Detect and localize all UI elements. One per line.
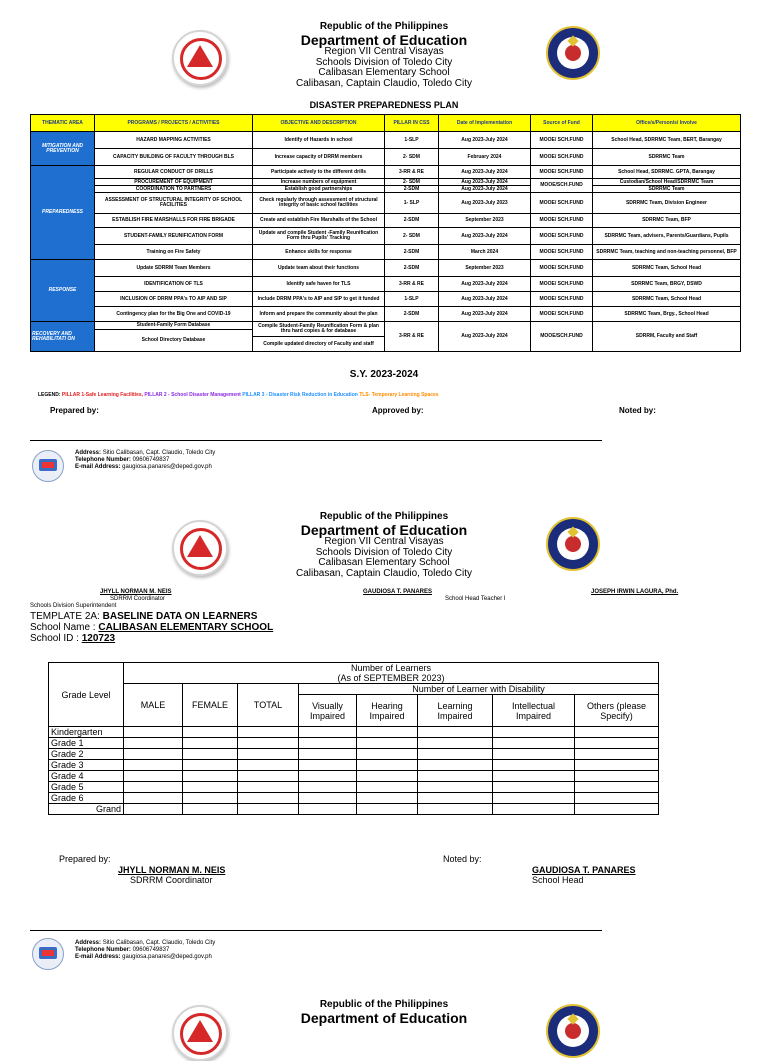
col-header: Source of Fund	[531, 115, 593, 132]
republic-line: Republic of the Philippines	[319, 511, 449, 522]
school-name-label: School Name :	[30, 622, 96, 633]
learners-header	[124, 663, 659, 684]
cell: SDRRMC Team, Division Engineer	[593, 193, 741, 214]
cell: Enhance skills for response	[253, 245, 385, 260]
cell: COORDINATION TO PARTNERS	[95, 186, 253, 193]
cell: SDRRMC Team, BRGY, DSWD	[593, 277, 741, 292]
grade-label: Grade 3	[49, 760, 124, 771]
table-row	[31, 166, 741, 179]
cell: IDENTIFICATION OF TLS	[95, 277, 253, 292]
grade-cell	[183, 738, 238, 749]
table-row	[31, 193, 741, 214]
cell: Increase capacity of DRRM members	[253, 149, 385, 166]
grade-cell	[299, 727, 357, 738]
cell: Aug 2023-July 2024	[439, 322, 531, 352]
signatory-panares-role: School Head Teacher I	[445, 596, 506, 602]
grade-label: Grade 6	[49, 793, 124, 804]
signatory-neis-role: SDRRM Coordinator	[110, 596, 166, 602]
grade-cell	[357, 793, 418, 804]
footer-divider	[30, 930, 602, 931]
grade-cell	[357, 804, 418, 815]
cell: School Head, SDRRMC Team, BERT, Barangay	[593, 132, 741, 149]
cell: School Directory Database	[95, 330, 253, 352]
grade-label: Grade 1	[49, 738, 124, 749]
grade-label: Kindergarten	[49, 727, 124, 738]
letterhead	[0, 22, 768, 89]
cell: 1-SLP	[385, 132, 439, 149]
address-label: Address:	[75, 450, 102, 456]
cell: SDRRMC Team, School Head	[593, 260, 741, 277]
legend-item: PILLAR 1-Safe Learning Facilities,	[61, 392, 144, 398]
footer-divider	[30, 440, 602, 441]
grade-cell	[183, 804, 238, 815]
cell: Custodian/School Head/SDRRMC Team	[593, 179, 741, 186]
signatory-lagura-name: JOSEPH IRWIN LAGURA, Phd.	[591, 589, 679, 595]
grade-cell	[124, 804, 183, 815]
cell: Inform and prepare the community about the plan	[253, 307, 385, 322]
telephone-label: Telephone Number:	[75, 457, 131, 463]
grade-cell	[183, 793, 238, 804]
grade-cell	[124, 793, 183, 804]
male-header: MALE	[124, 684, 183, 727]
area-response: RESPONSE	[31, 260, 95, 322]
cell: SDRRMC Team, BFP	[593, 214, 741, 228]
cell: MOOE/ SCH.FUND	[531, 132, 593, 149]
table-row	[31, 132, 741, 149]
grade-cell	[124, 771, 183, 782]
cell: INCLUSION OF DRRM PPA's TO AIP AND SIP	[95, 292, 253, 307]
cell: MOOE/ SCH.FUND	[531, 149, 593, 166]
grade-cell	[299, 771, 357, 782]
cell: Participate actively to the different drills	[253, 166, 385, 179]
footer-contact	[75, 940, 215, 961]
learners-baseline-table	[48, 662, 659, 815]
cell: Aug 2023-July 2023	[439, 193, 531, 214]
cell: March 2024	[439, 245, 531, 260]
grade-row	[49, 727, 659, 738]
grade-row	[49, 771, 659, 782]
republic-line: Republic of the Philippines	[319, 999, 449, 1010]
grade-cell	[575, 793, 659, 804]
cell: September 2023	[439, 260, 531, 277]
grade-cell	[493, 793, 575, 804]
grade-cell	[299, 793, 357, 804]
school-id-value: 120723	[81, 633, 116, 644]
cell: Aug 2023-July 2024	[439, 166, 531, 179]
legend-label: LEGEND:	[38, 392, 61, 398]
learners-as-of: (As of SEPTEMBER 2023)	[337, 673, 445, 683]
grade-cell	[357, 760, 418, 771]
grade-row	[49, 749, 659, 760]
col-header: THEMATIC AREA	[31, 115, 95, 132]
address-label: Address:	[75, 940, 102, 946]
grade-cell	[493, 771, 575, 782]
grade-cell	[418, 771, 493, 782]
cell: Compile Student-Family Reunification Form & plan thru hard copies & for database	[253, 322, 385, 337]
approved-by-label: Approved by:	[372, 406, 424, 415]
area-recovery: RECOVERY AND REHABILITATI ON	[31, 322, 95, 352]
region-line: Region VII Central Visayas	[324, 46, 444, 58]
disability-header: Number of Learner with Disability	[299, 684, 659, 695]
area-preparedness: PREPAREDNESS	[31, 166, 95, 260]
grade-cell	[238, 760, 299, 771]
grade-label: Grand	[49, 804, 124, 815]
col-header: Date of Implementation	[439, 115, 531, 132]
cell: ASSESSMENT OF STRUCTURAL INTEGRITY OF SCHOOL FACILITIES	[95, 193, 253, 214]
grade-cell	[183, 782, 238, 793]
cell: Aug 2023-July 2024	[439, 307, 531, 322]
address-line: Calibasan, Captain Claudio, Toledo City	[295, 567, 473, 579]
grade-cell	[357, 771, 418, 782]
grade-label: Grade 5	[49, 782, 124, 793]
cell: SDRRMC Team, Brgy., School Head	[593, 307, 741, 322]
grade-cell	[575, 727, 659, 738]
division-line: Schools Division of Toledo City	[315, 546, 453, 558]
grade-cell	[299, 749, 357, 760]
school-id-label: School ID :	[30, 633, 79, 644]
cell: REGULAR CONDUCT OF DRILLS	[95, 166, 253, 179]
school-logo-icon	[32, 450, 64, 482]
cell: MOOE/ SCH.FUND	[531, 277, 593, 292]
footer-email: gaugiosa.panares@deped.gov.ph	[122, 464, 212, 470]
signatory-neis-name: JHYLL NORMAN M. NEIS	[100, 589, 172, 595]
footer-address: Sitio Calibasan, Capt. Claudio, Toledo City	[102, 940, 216, 946]
grade-cell	[299, 738, 357, 749]
grade-cell	[575, 749, 659, 760]
grade-cell	[418, 749, 493, 760]
grade-cell	[124, 727, 183, 738]
grade-cell	[357, 738, 418, 749]
preparer-role: SDRRM Coordinator	[130, 875, 213, 885]
table-row	[31, 277, 741, 292]
cell: Identify safe haven for TLS	[253, 277, 385, 292]
table-row	[31, 149, 741, 166]
legend-item: PILLAR 2 - School Disaster Management	[144, 392, 241, 398]
department-line: Department of Education	[300, 31, 468, 48]
grade-cell	[238, 738, 299, 749]
cell: 3-RR & RE	[385, 166, 439, 179]
legend-item: TLS- Temporary Learning Spaces	[359, 392, 439, 398]
region-line: Region VII Central Visayas	[324, 536, 444, 548]
total-header: TOTAL	[238, 684, 299, 727]
grade-cell	[183, 727, 238, 738]
table-row	[31, 214, 741, 228]
grade-cell	[238, 804, 299, 815]
cell: 2-SDM	[385, 186, 439, 193]
learners-title: Number of Learners	[351, 663, 432, 673]
grade-cell	[575, 771, 659, 782]
table-row	[31, 245, 741, 260]
school-year: S.Y. 2023-2024	[349, 369, 419, 380]
cell: PROCUREMENT OF EQUIPMENT	[95, 179, 253, 186]
grade-cell	[575, 760, 659, 771]
cell: SDRRMC Team, advisers, Parents/Guardians, Pupils	[593, 228, 741, 245]
cell: February 2024	[439, 149, 531, 166]
grade-cell	[238, 749, 299, 760]
grade-cell	[493, 727, 575, 738]
grade-cell	[575, 738, 659, 749]
cell: MOOE/ SCH.FUND	[531, 307, 593, 322]
cell: 1-SLP	[385, 292, 439, 307]
intellectual-header: Intellectual Impaired	[493, 695, 575, 727]
department-line: Department of Education	[300, 1009, 468, 1026]
address-line: Calibasan, Captain Claudio, Toledo City	[295, 77, 473, 89]
table-row	[31, 228, 741, 245]
grade-cell	[124, 738, 183, 749]
cell: Aug 2023-July 2024	[439, 228, 531, 245]
signatory-panares-name: GAUDIOSA T. PANARES	[363, 589, 433, 595]
col-header: PILLAR IN CSS	[385, 115, 439, 132]
template-block	[30, 611, 273, 644]
grade-cell	[575, 782, 659, 793]
footer-telephone: 09606749837	[132, 947, 170, 953]
cell: SDRRMC Team, School Head	[593, 292, 741, 307]
cell: Update SDRRM Team Members	[95, 260, 253, 277]
footer-contact	[75, 450, 215, 471]
grade-cell	[124, 782, 183, 793]
col-header: Office/s/Person/s/ Involve	[593, 115, 741, 132]
cell: SDRRMC Team	[593, 186, 741, 193]
cell: 2- SDM	[385, 228, 439, 245]
cell: Contingency plan for the Big One and COVID-19	[95, 307, 253, 322]
grade-cell	[124, 749, 183, 760]
cell: MOOE/SCH.FUND	[531, 322, 593, 352]
preparer-name: JHYLL NORMAN M. NEIS	[118, 865, 226, 875]
cell: SDRRM, Faculty and Staff	[593, 322, 741, 352]
grade-row	[49, 793, 659, 804]
female-header: FEMALE	[183, 684, 238, 727]
cell: MOOE/ SCH.FUND	[531, 214, 593, 228]
noter-name: GAUDIOSA T. PANARES	[532, 865, 636, 875]
cell: 2-SDM	[385, 260, 439, 277]
others-header: Others (please Specify)	[575, 695, 659, 727]
table-row	[31, 307, 741, 322]
cell: STUDENT-FAMILY REUNIFICATION FORM	[95, 228, 253, 245]
cell: Create and establish Fire Marshalls of the School	[253, 214, 385, 228]
school-line: Calibasan Elementary School	[318, 557, 450, 569]
school-logo-icon	[32, 938, 64, 970]
prepared-by-label: Prepared by:	[50, 406, 99, 415]
grade-row	[49, 738, 659, 749]
grade-cell	[357, 782, 418, 793]
grade-cell	[493, 760, 575, 771]
footer-email: gaugiosa.panares@deped.gov.ph	[122, 954, 212, 960]
grade-cell	[418, 760, 493, 771]
noter-role: School Head	[532, 875, 584, 885]
cell: 2- SDM	[385, 179, 439, 186]
grade-cell	[357, 749, 418, 760]
footer-address: Sitio Calibasan, Capt. Claudio, Toledo City	[102, 450, 216, 456]
grade-cell	[238, 782, 299, 793]
plan-title: DISASTER PREPAREDNESS PLAN	[309, 100, 459, 110]
cell: 2- SDM	[385, 149, 439, 166]
cell: Check regularly through assessment of structural integrity of basic school facilities	[253, 193, 385, 214]
cell: Aug 2023-July 2024	[439, 179, 531, 186]
template-title: BASELINE DATA ON LEARNERS	[102, 611, 258, 622]
republic-line: Republic of the Philippines	[319, 21, 449, 32]
cell: 3-RR & RE	[385, 277, 439, 292]
visual-header: Visually Impaired	[299, 695, 357, 727]
area-mitigation: MITIGATION AND PREVENTION	[31, 132, 95, 166]
grade-cell	[418, 804, 493, 815]
grade-label: Grade 2	[49, 749, 124, 760]
grade-cell	[299, 782, 357, 793]
cell: Update team about their functions	[253, 260, 385, 277]
grade-level-header: Grade Level	[49, 663, 124, 727]
grade-label: Grade 4	[49, 771, 124, 782]
learning-header: Learning Impaired	[418, 695, 493, 727]
letterhead	[0, 1000, 768, 1025]
grade-cell	[183, 771, 238, 782]
table-row	[31, 179, 741, 186]
cell: Compile updated directory of Faculty and staff	[253, 337, 385, 352]
grade-cell	[183, 749, 238, 760]
grade-cell	[299, 760, 357, 771]
cell: SDRRMC Team, teaching and non-teaching personnel, BFP	[593, 245, 741, 260]
school-name-value: CALIBASAN ELEMENTARY SCHOOL	[98, 622, 274, 633]
cell: 3-RR & RE	[385, 322, 439, 352]
template-prefix: TEMPLATE 2A:	[30, 611, 100, 622]
grade-cell	[493, 749, 575, 760]
grade-cell	[299, 804, 357, 815]
col-header: PROGRAMS / PROJECTS / ACTIVITIES	[95, 115, 253, 132]
grade-cell	[493, 738, 575, 749]
school-line: Calibasan Elementary School	[318, 67, 450, 79]
cell: SDRRMC Team	[593, 149, 741, 166]
cell: HAZARD MAPPING ACTIVITIES	[95, 132, 253, 149]
grade-cell	[238, 727, 299, 738]
cell: MOOE/ SCH.FUND	[531, 292, 593, 307]
cell: CAPACITY BUILDING OF FACULTY THROUGH BLS	[95, 149, 253, 166]
email-label: E-mail Address:	[75, 954, 121, 960]
cell: MOOE/ SCH.FUND	[531, 166, 593, 179]
cell: Aug 2023-July 2024	[439, 277, 531, 292]
cell: MOOE/ SCH.FUND	[531, 228, 593, 245]
grade-cell	[575, 804, 659, 815]
cell: Aug 2023-July 2024	[439, 132, 531, 149]
table-row	[31, 292, 741, 307]
cell: Student-Family Form Database	[95, 322, 253, 330]
legend-item: PILLAR 3 - Disaster Risk Reduction in Education	[242, 392, 358, 398]
cell: Include DRRM PPA's to AIP and SIP to get it funded	[253, 292, 385, 307]
cell: Training on Fire Safety	[95, 245, 253, 260]
cell: MOOE/ SCH.FUND	[531, 260, 593, 277]
cell: ESTABLISH FIRE MARSHALLS FOR FIRE BRIGADE	[95, 214, 253, 228]
footer-telephone: 09606749837	[132, 457, 170, 463]
telephone-label: Telephone Number:	[75, 947, 131, 953]
disaster-plan-table	[30, 114, 741, 352]
grade-cell	[493, 782, 575, 793]
grade-cell	[418, 782, 493, 793]
hearing-header: Hearing Impaired	[357, 695, 418, 727]
grade-row	[49, 782, 659, 793]
grade-cell	[418, 793, 493, 804]
grade-cell	[493, 804, 575, 815]
cell: 1- SLP	[385, 193, 439, 214]
cell: Aug 2023-July 2024	[439, 186, 531, 193]
pillar-legend	[38, 392, 439, 398]
table-row	[31, 322, 741, 330]
cell: Identify of Hazards in school	[253, 132, 385, 149]
prepared-by-label: Prepared by:	[59, 854, 111, 864]
grade-cell	[418, 738, 493, 749]
email-label: E-mail Address:	[75, 464, 121, 470]
cell: 2-SDM	[385, 214, 439, 228]
cell: September 2023	[439, 214, 531, 228]
table-header-row	[31, 115, 741, 132]
noted-by-label: Noted by:	[443, 854, 482, 864]
grade-cell	[238, 793, 299, 804]
grade-cell	[238, 771, 299, 782]
signatory-lagura-role: Schools Division Superintendent	[30, 603, 117, 609]
grade-cell	[357, 727, 418, 738]
cell: MOOE/SCH.FUND	[531, 179, 593, 193]
cell: 2-SDM	[385, 307, 439, 322]
grade-cell	[124, 760, 183, 771]
table-row	[31, 260, 741, 277]
cell: Aug 2023-July 2024	[439, 292, 531, 307]
department-line: Department of Education	[300, 521, 468, 538]
cell: MOOE/ SCH.FUND	[531, 245, 593, 260]
cell: Establish good partnerships	[253, 186, 385, 193]
cell: School Head, SDRRMC. GPTA, Barangay	[593, 166, 741, 179]
division-line: Schools Division of Toledo City	[315, 56, 453, 68]
cell: Update and compile Student -Family Reunification Form thru Pupils' Tracking	[253, 228, 385, 245]
grade-cell	[418, 727, 493, 738]
grade-row	[49, 760, 659, 771]
cell: Increase numbers of equipment	[253, 179, 385, 186]
cell: 2-SDM	[385, 245, 439, 260]
grade-row	[49, 804, 659, 815]
cell: MOOE/ SCH.FUND	[531, 193, 593, 214]
col-header: OBJECTIVE AND DESCRIPTION	[253, 115, 385, 132]
grade-cell	[183, 760, 238, 771]
letterhead	[0, 512, 768, 579]
noted-by-label: Noted by:	[619, 406, 656, 415]
table-row	[31, 186, 741, 193]
